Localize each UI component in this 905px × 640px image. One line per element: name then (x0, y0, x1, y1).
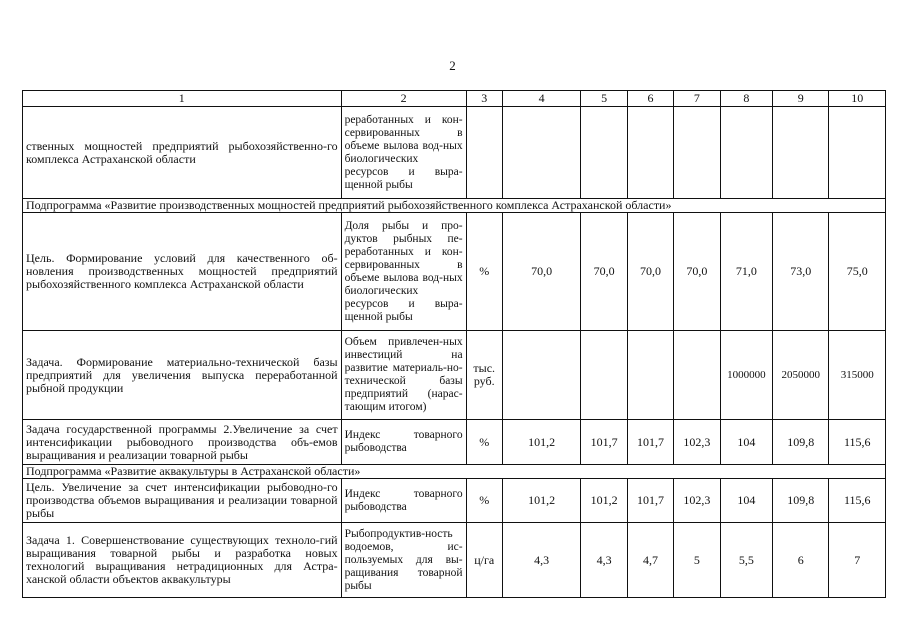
page-number: 2 (449, 58, 456, 73)
value-cell: 5 (674, 523, 720, 598)
value-cell (581, 107, 627, 199)
value-cell: 115,6 (829, 420, 886, 465)
table-row (23, 420, 886, 465)
subprogram-title: Подпрограмма «Развитие производственных мощностей предприятий рыбохозяйственного комплекса Астраханской области» (23, 199, 886, 213)
goal-cell: Цель. Увеличение за счет интенсификации рыбоводно-го производства объемов выращивания и реализации товарной рыбы (23, 479, 342, 523)
table-row (23, 107, 886, 199)
unit-cell (466, 107, 502, 199)
value-cell: 101,7 (627, 479, 673, 523)
column-header: 1 (23, 91, 342, 107)
unit-cell: % (466, 420, 502, 465)
unit-cell: % (466, 479, 502, 523)
goal-cell: Цель. Формирование условий для качественного об-новления производственных мощностей предприятий рыбохозяйственного комплекса Астраханской области (23, 213, 342, 331)
column-header: 7 (674, 91, 720, 107)
table-header-row (23, 91, 886, 107)
value-cell: 102,3 (674, 420, 720, 465)
value-cell: 70,0 (581, 213, 627, 331)
column-header: 10 (829, 91, 886, 107)
value-cell: 70,0 (627, 213, 673, 331)
goal-cell: Задача. Формирование материально-технической базы предприятий для увеличения выпуска переработанной рыбной продукции (23, 331, 342, 420)
column-header: 2 (341, 91, 466, 107)
value-cell: 5,5 (720, 523, 772, 598)
value-cell: 75,0 (829, 213, 886, 331)
value-cell: 104 (720, 420, 772, 465)
indicator-cell: Индекс товарного рыбоводства (341, 420, 466, 465)
value-cell: 71,0 (720, 213, 772, 331)
column-header: 8 (720, 91, 772, 107)
value-cell: 104 (720, 479, 772, 523)
table-row (23, 479, 886, 523)
value-cell: 73,0 (773, 213, 829, 331)
value-cell (674, 107, 720, 199)
column-header: 4 (502, 91, 581, 107)
value-cell: 7 (829, 523, 886, 598)
value-cell (720, 107, 772, 199)
value-cell (627, 107, 673, 199)
value-cell (627, 331, 673, 420)
value-cell: 109,8 (773, 479, 829, 523)
value-cell: 101,2 (502, 420, 581, 465)
value-cell: 4,7 (627, 523, 673, 598)
value-cell: 6 (773, 523, 829, 598)
column-header: 6 (627, 91, 673, 107)
indicator-cell: Объем привлечен-ных инвестиций на развитие материаль-но-технической базы предприятий (нарас-тающим итогом) (341, 331, 466, 420)
table-row (23, 331, 886, 420)
value-cell: 109,8 (773, 420, 829, 465)
unit-cell: % (466, 213, 502, 331)
unit-cell: тыс. руб. (466, 331, 502, 420)
value-cell: 115,6 (829, 479, 886, 523)
value-cell: 4,3 (581, 523, 627, 598)
value-cell: 4,3 (502, 523, 581, 598)
value-cell (502, 107, 581, 199)
column-header: 5 (581, 91, 627, 107)
value-cell: 70,0 (674, 213, 720, 331)
value-cell: 315000 (829, 331, 886, 420)
indicator-cell: реработанных и кон-сервированных в объеме вылова вод-ных биологических ресурсов и выра-щенной рыбы (341, 107, 466, 199)
value-cell (502, 331, 581, 420)
section-row (23, 199, 886, 213)
indicator-cell: Индекс товарного рыбоводства (341, 479, 466, 523)
value-cell: 1000000 (720, 331, 772, 420)
subprogram-title: Подпрограмма «Развитие аквакультуры в Астраханской области» (23, 465, 886, 479)
table-row (23, 523, 886, 598)
value-cell: 101,7 (627, 420, 673, 465)
goal-cell: Задача государственной программы 2.Увеличение за счет интенсификации рыбоводного производства объ-емов выращивания и реализации товарной рыбы (23, 420, 342, 465)
value-cell (829, 107, 886, 199)
unit-cell: ц/га (466, 523, 502, 598)
indicator-cell: Рыбопродуктив-ность водоемов, ис-пользуемых для вы-ращивания товарной рыбы (341, 523, 466, 598)
goal-cell: ственных мощностей предприятий рыбохозяйственно-го комплекса Астраханской области (23, 107, 342, 199)
value-cell (674, 331, 720, 420)
value-cell: 101,2 (581, 479, 627, 523)
section-row (23, 465, 886, 479)
indicators-table (22, 90, 886, 598)
value-cell: 102,3 (674, 479, 720, 523)
indicator-cell: Доля рыбы и про-дуктов рыбных пе-реработанных и кон-сервированных в объеме вылова вод-ных биологических ресурсов и выра-щенной рыбы (341, 213, 466, 331)
value-cell: 2050000 (773, 331, 829, 420)
value-cell: 70,0 (502, 213, 581, 331)
goal-cell: Задача 1. Совершенствование существующих техноло-гий выращивания товарной рыбы и разработка новых технологий выращивания нетрадиционных для Астра-ханской области объектов аквакультуры (23, 523, 342, 598)
column-header: 3 (466, 91, 502, 107)
value-cell: 101,2 (502, 479, 581, 523)
value-cell (773, 107, 829, 199)
value-cell: 101,7 (581, 420, 627, 465)
table-row (23, 213, 886, 331)
value-cell (581, 331, 627, 420)
column-header: 9 (773, 91, 829, 107)
